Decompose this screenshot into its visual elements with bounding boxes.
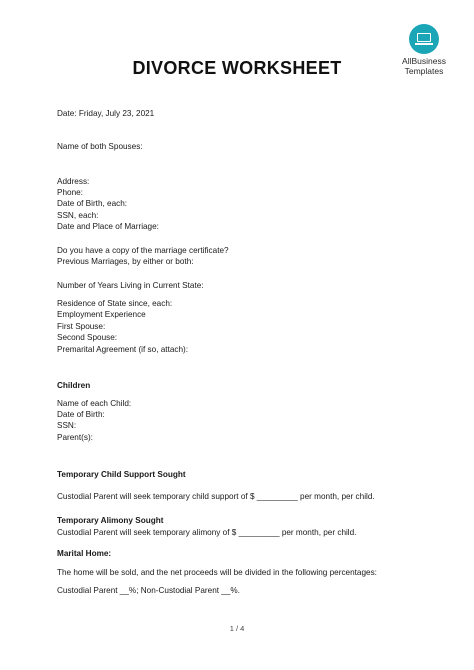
home-split-text: Custodial Parent __%; Non-Custodial Parent __%. [57,586,240,595]
previous-marriages-field: Previous Marriages, by either or both: [57,257,194,266]
date-line: Date: Friday, July 23, 2021 [57,109,155,118]
residence-field: Residence of State since, each: [57,299,173,308]
spouses-field: Name of both Spouses: [57,142,143,151]
phone-field: Phone: [57,188,83,197]
marriage-field: Date and Place of Marriage: [57,222,159,231]
child-support-text: Custodial Parent will seek temporary child support of $ _________ per month, per child. [57,492,375,501]
page-title: DIVORCE WORKSHEET [132,58,342,78]
home-sold-text: The home will be sold, and the net proceeds will be divided in the following percentages: [57,568,377,577]
years-field: Number of Years Living in Current State: [57,281,204,290]
child-ssn-field: SSN: [57,421,77,430]
parents-field: Parent(s): [57,433,93,442]
laptop-icon [409,24,439,54]
dob-each-field: Date of Birth, each: [57,199,128,208]
alimony-text: Custodial Parent will seek temporary alimony of $ _________ per month, per child. [57,528,357,537]
child-dob-field: Date of Birth: [57,410,105,419]
employment-heading: Employment Experience [57,310,146,319]
children-heading: Children [57,381,91,390]
marital-home-heading: Marital Home: [57,549,112,558]
second-spouse-field: Second Spouse: [57,333,118,342]
child-support-heading: Temporary Child Support Sought [57,470,186,479]
premarital-field: Premarital Agreement (if so, attach): [57,345,189,354]
alimony-heading: Temporary Alimony Sought [57,516,164,525]
page-number: 1 / 4 [229,624,245,633]
first-spouse-field: First Spouse: [57,322,106,331]
ssn-each-field: SSN, each: [57,211,99,220]
address-field: Address: [57,177,90,186]
brand-line-2: Templates [404,65,444,76]
child-name-field: Name of each Child: [57,399,132,408]
brand-line-1: AllBusiness [402,56,446,66]
certificate-question: Do you have a copy of the marriage certificate? [57,246,229,255]
